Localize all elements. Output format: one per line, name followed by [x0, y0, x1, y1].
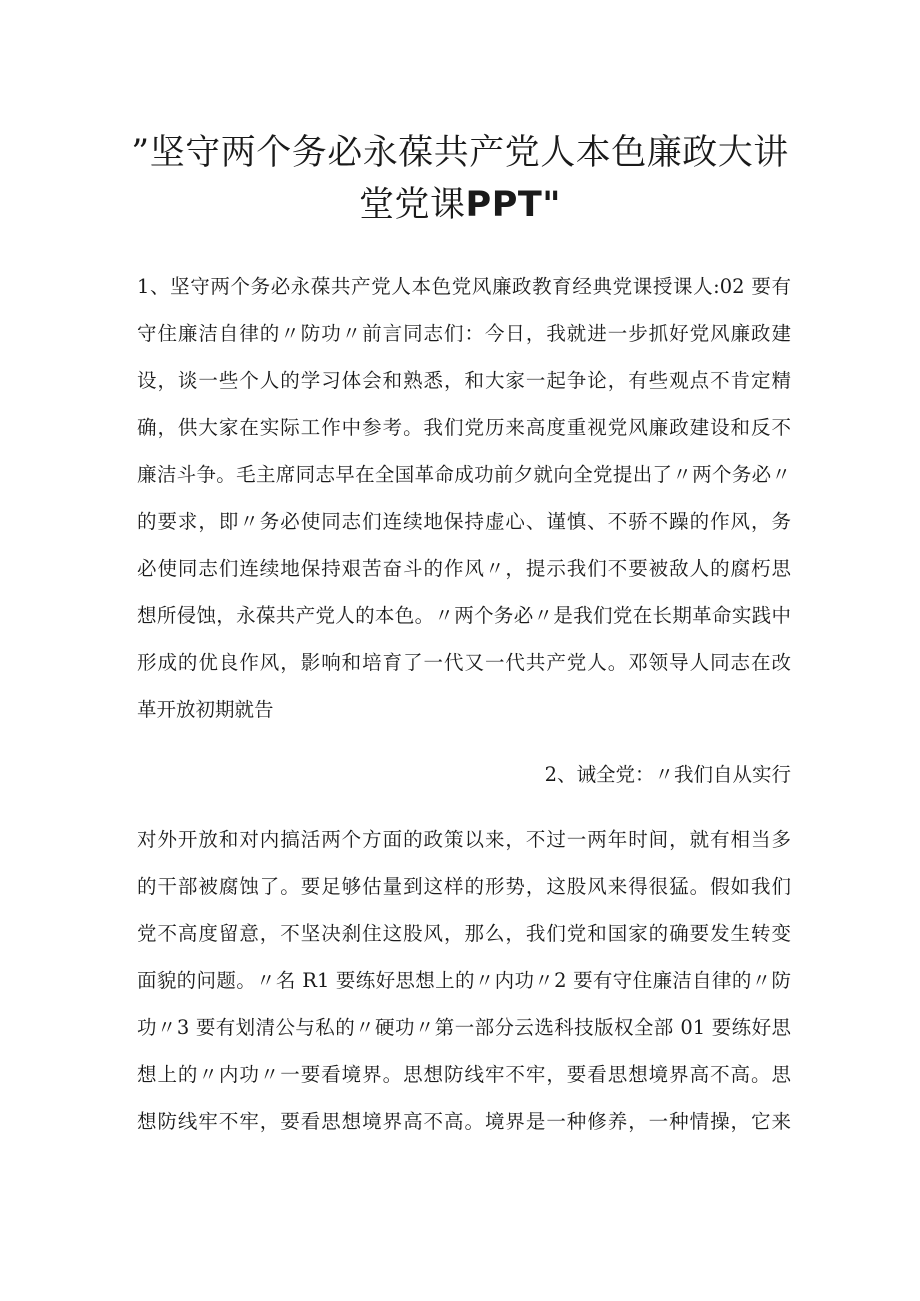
paragraph-2-line: 想防线牢不牢，要看思想境界高不高。境界是一种修养，一种情操，它来	[137, 1110, 791, 1133]
document-title-line-1	[100, 128, 820, 178]
title-text-2-bold: PPT"	[465, 185, 561, 225]
paragraph-2-heading: 2、诫全党：〃我们自从实行	[544, 763, 791, 786]
paragraph-1-line: 想所侵蚀，永葆共产党人的本色。〃两个务必〃是我们党在长期革命实践中	[137, 604, 791, 627]
paragraph-2-line: 面貌的问题。〃名 R1 要练好思想上的〃内功〃2 要有守住廉洁自律的〃防	[137, 969, 791, 992]
paragraph-2-line: 对外开放和对内搞活两个方面的政策以来，不过一两年时间，就有相当多	[137, 828, 791, 851]
paragraph-1-line: 1、坚守两个务必永葆共产党人本色党风廉政教育经典党课授课人:02 要有	[137, 275, 791, 298]
document-title-line-2	[100, 180, 820, 230]
paragraph-1-line: 确，供大家在实际工作中参考。我们党历来高度重视党风廉政建设和反不	[137, 416, 791, 439]
paragraph-1-line: 设，谈一些个人的学习体会和熟悉，和大家一起争论，有些观点不肯定精	[137, 369, 791, 392]
paragraph-1-line: 廉洁斗争。毛主席同志早在全国革命成功前夕就向全党提出了〃两个务必〃	[137, 463, 791, 486]
paragraph-1-line: 守住廉洁自律的〃防功〃前言同志们：今日，我就进一步抓好党风廉政建	[137, 322, 791, 345]
title-text-2	[100, 180, 820, 230]
paragraph-1-line: 革开放初期就告	[137, 698, 274, 721]
paragraph-1-line: 形成的优良作风，影响和培育了一代又一代共产党人。邓领导人同志在改	[137, 651, 791, 674]
paragraph-2-line: 想上的〃内功〃一要看境界。思想防线牢不牢，要看思想境界高不高。思	[137, 1063, 791, 1086]
paragraph-1-line: 的要求，即〃务必使同志们连续地保持虚心、谨慎、不骄不躁的作风，务	[137, 510, 791, 533]
paragraph-2-line: 的干部被腐蚀了。要足够估量到这样的形势，这股风来得很猛。假如我们	[137, 875, 791, 898]
title-text-1: ”坚守两个务必永葆共产党人本色廉政大讲	[131, 133, 789, 173]
paragraph-2-line: 功〃3 要有划清公与私的〃硬功〃第一部分云选科技版权全部 01 要练好思	[137, 1016, 791, 1039]
paragraph-1-line: 必使同志们连续地保持艰苦奋斗的作风〃，提示我们不要被敌人的腐朽思	[137, 557, 791, 580]
paragraph-2-line: 党不高度留意，不坚决刹住这股风，那么，我们党和国家的确要发生转变	[137, 922, 791, 945]
title-text-2-prefix: 堂党课	[359, 185, 466, 225]
